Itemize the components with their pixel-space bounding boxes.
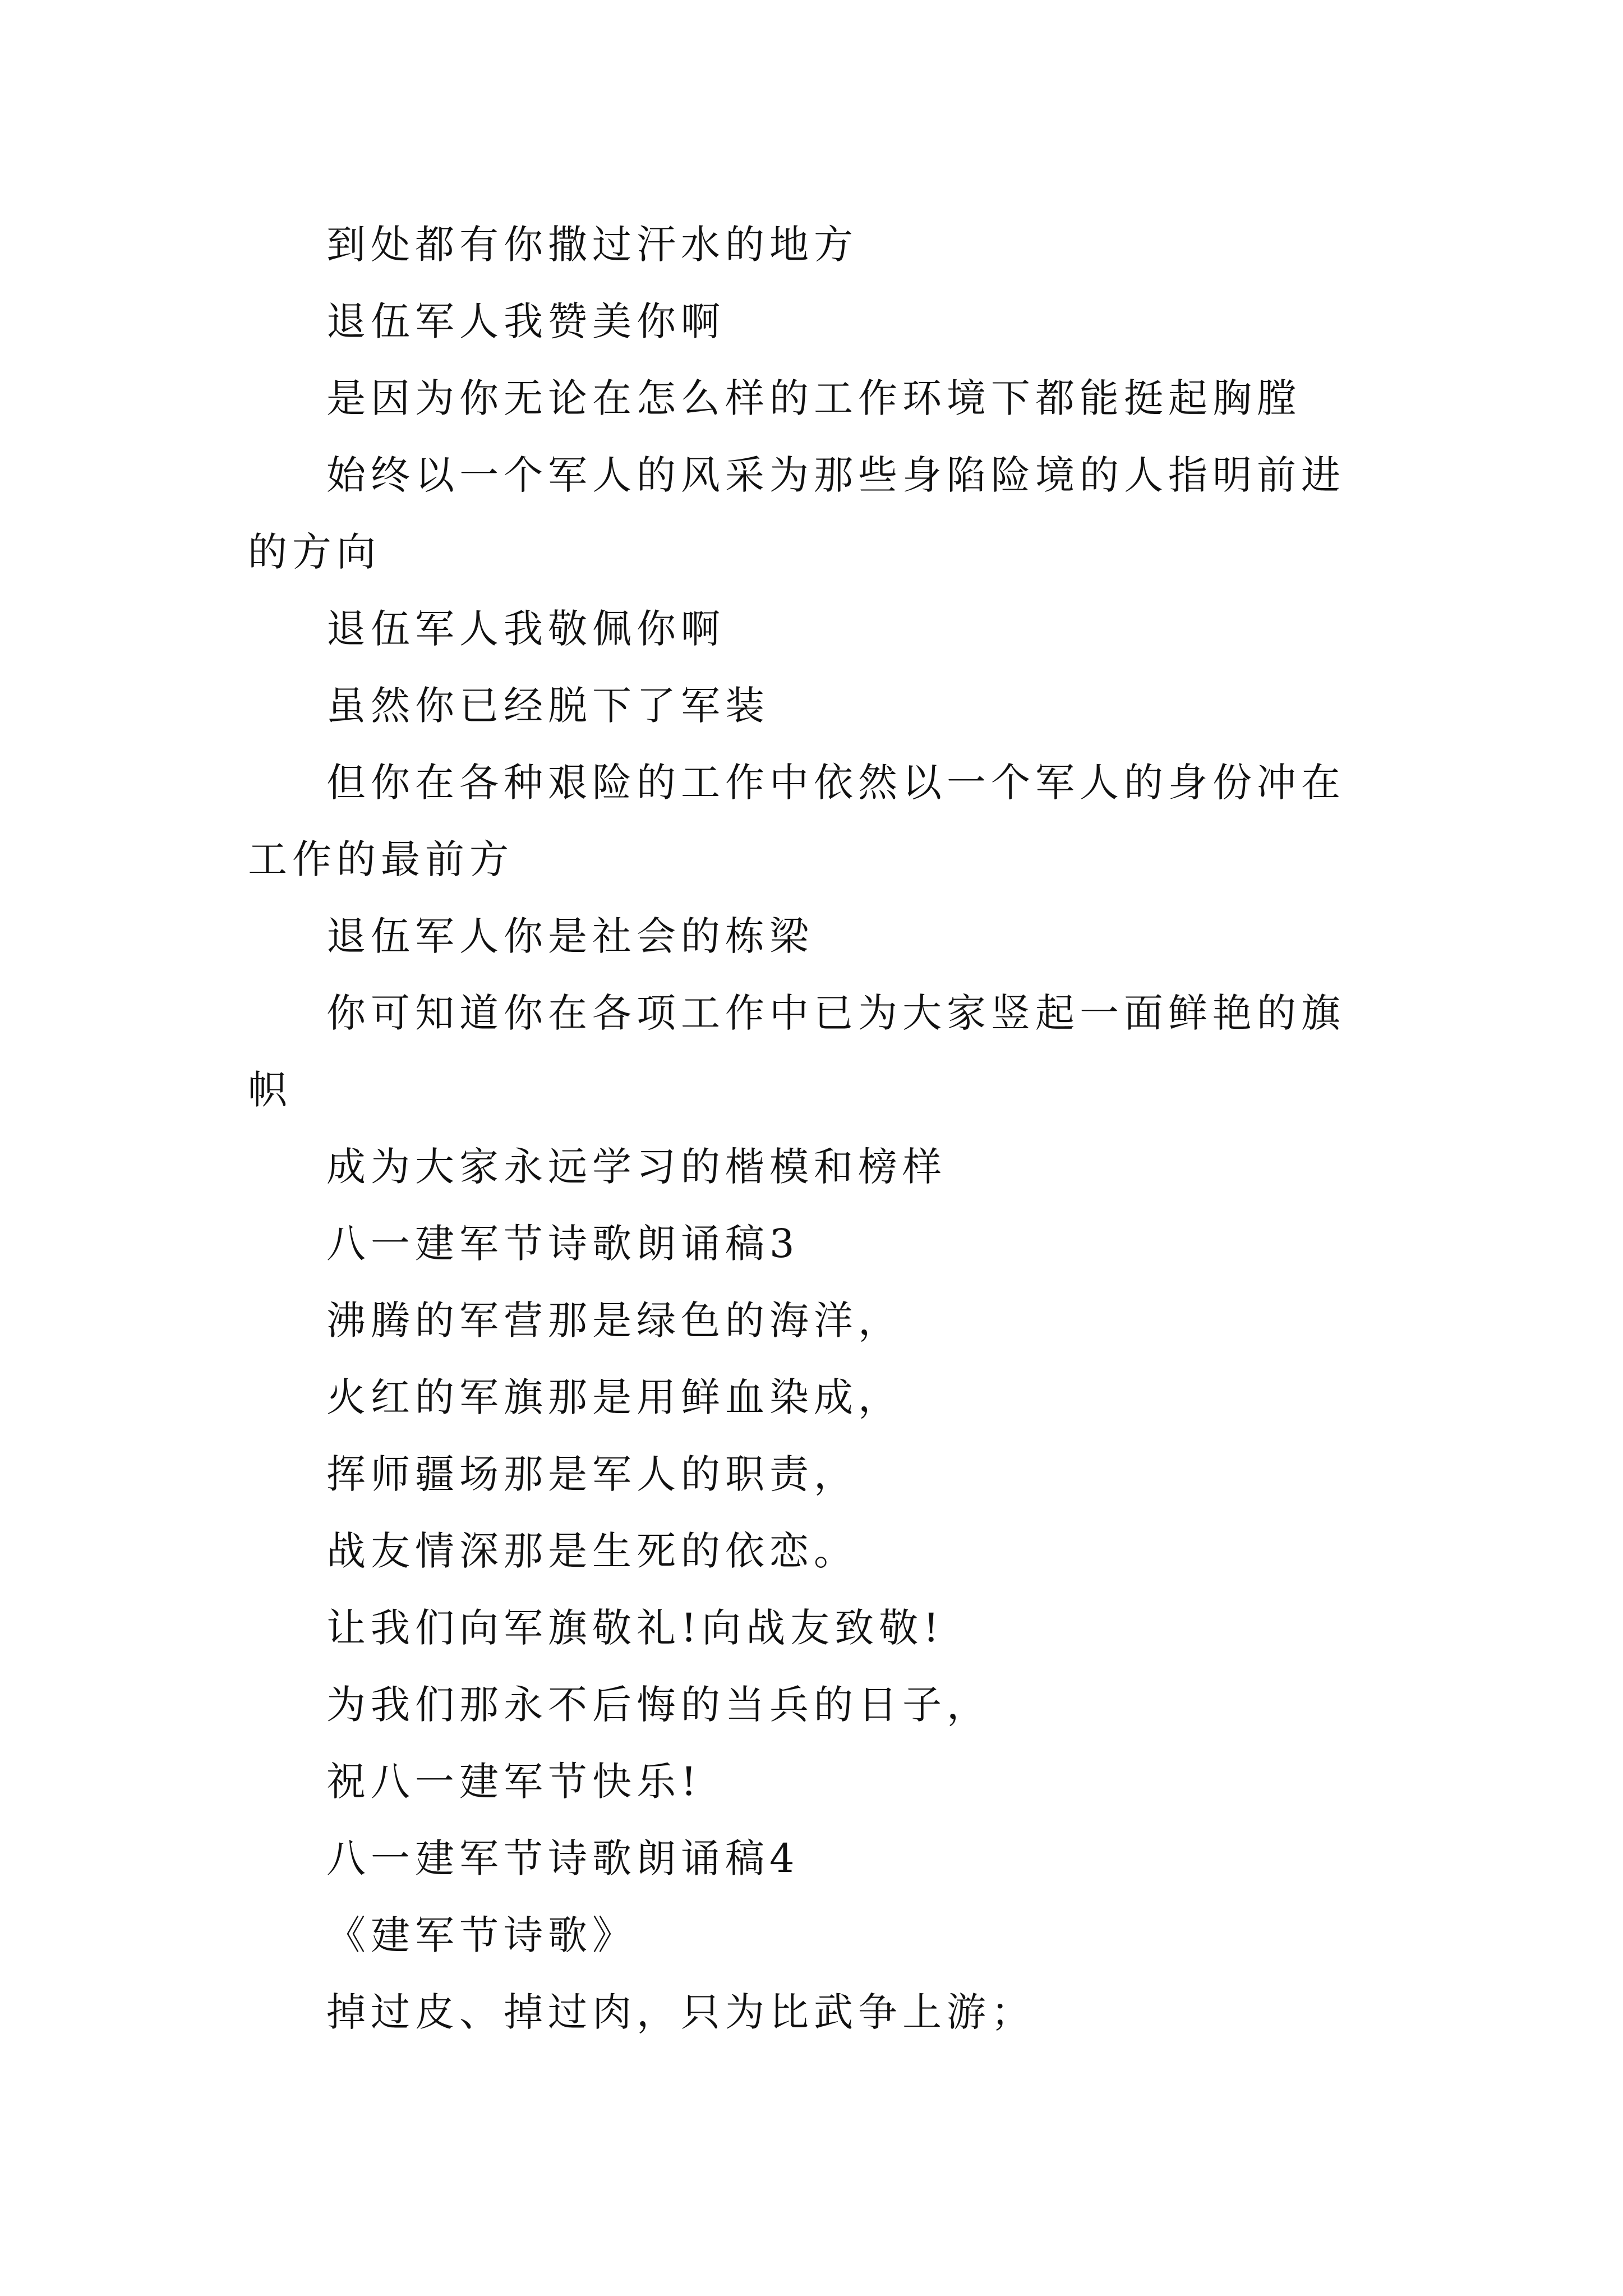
- paragraph: 虽然你已经脱下了军装: [326, 683, 769, 729]
- paragraph: 为我们那永不后悔的当兵的日子，: [326, 1682, 991, 1728]
- paragraph: 火红的军旗那是用鲜血染成，: [326, 1374, 902, 1420]
- poem-title: 《建军节诗歌》: [326, 1912, 637, 1958]
- paragraph: 祝八一建军节快乐!: [326, 1759, 702, 1805]
- paragraph: 成为大家永远学习的楷模和榜样: [326, 1144, 947, 1190]
- paragraph: 让我们向军旗敬礼!向战友致敬!: [326, 1605, 944, 1651]
- paragraph: 但你在各种艰险的工作中依然以一个军人的身份冲在工作的最前方: [248, 760, 1345, 882]
- paragraph: 始终以一个军人的风采为那些身陷险境的人指明前进的方向: [248, 452, 1345, 575]
- paragraph: 退伍军人你是社会的栋梁: [326, 913, 814, 959]
- paragraph: 你可知道你在各项工作中已为大家竖起一面鲜艳的旗帜: [248, 990, 1345, 1113]
- section-heading: 八一建军节诗歌朗诵稿3: [326, 1221, 800, 1267]
- paragraph: 是因为你无论在怎么样的工作环境下都能挺起胸膛: [326, 375, 1301, 421]
- paragraph: 挥师疆场那是军人的职责，: [326, 1451, 858, 1497]
- paragraph: 战友情深那是生死的依恋。: [326, 1528, 858, 1574]
- paragraph: 沸腾的军营那是绿色的海洋，: [326, 1297, 902, 1343]
- paragraph: 退伍军人我敬佩你啊: [326, 606, 725, 652]
- paragraph: 掉过皮、掉过肉，只为比武争上游；: [326, 1989, 1035, 2035]
- document-body: [248, 206, 1389, 2051]
- paragraph: 退伍军人我赞美你啊: [326, 298, 725, 344]
- section-heading: 八一建军节诗歌朗诵稿4: [326, 1835, 800, 1881]
- paragraph: 到处都有你撒过汗水的地方: [326, 222, 858, 268]
